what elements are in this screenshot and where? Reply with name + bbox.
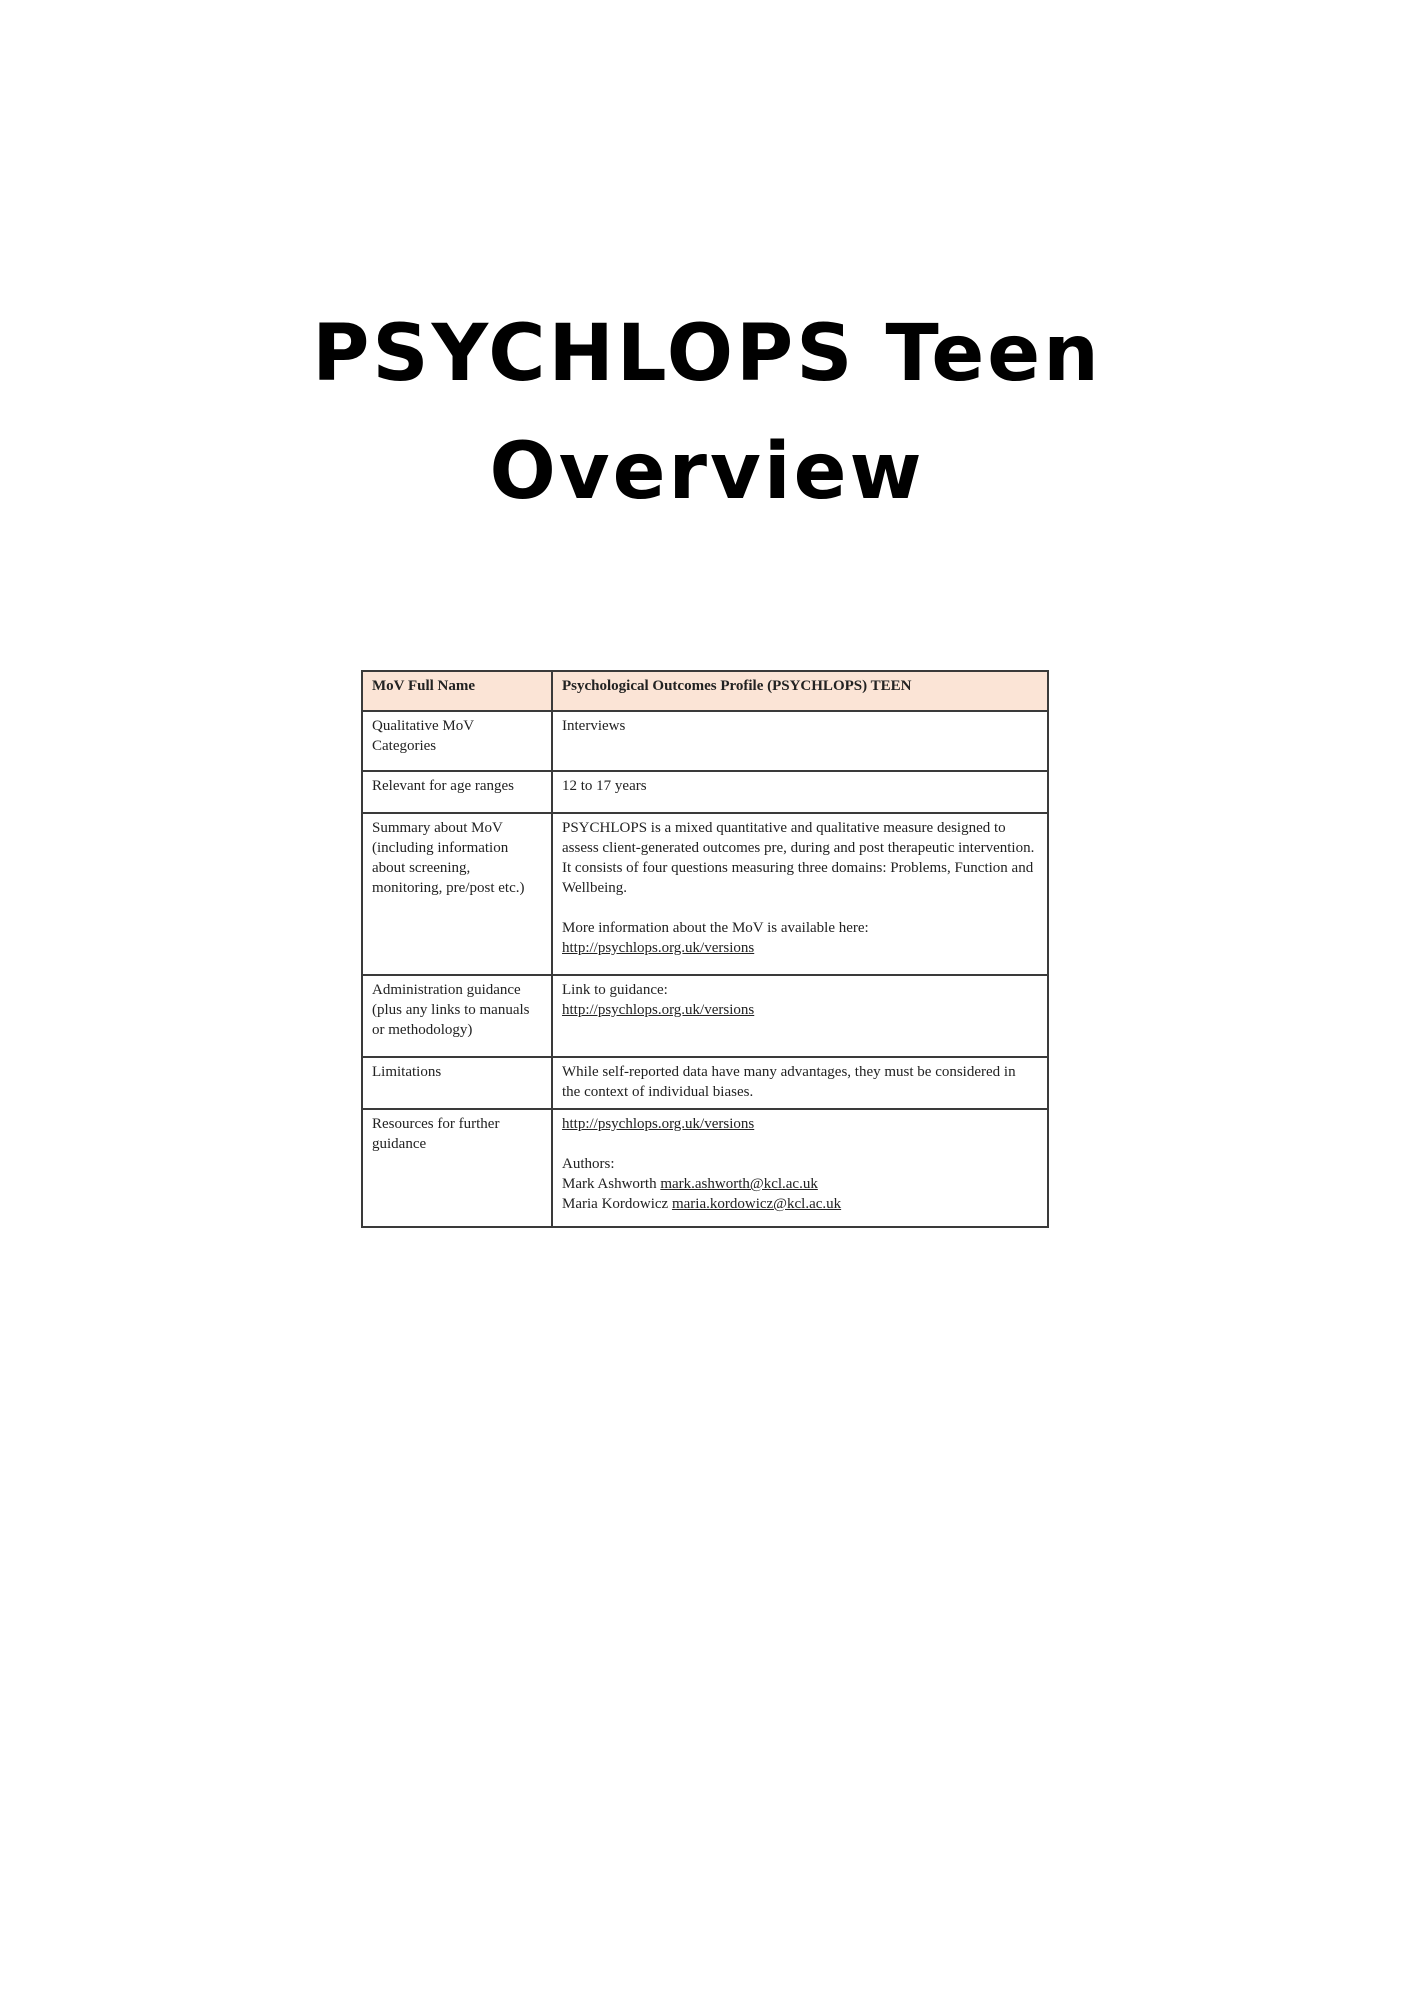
row-label: MoV Full Name	[362, 671, 552, 711]
author-entry	[562, 1174, 1037, 1194]
author-name: Mark Ashworth	[562, 1176, 657, 1192]
authors-label: Authors:	[562, 1156, 615, 1172]
row-value: While self-reported data have many advantages, they must be considered in the context of individual biases.	[552, 1057, 1048, 1109]
resources-link[interactable]: http://psychlops.org.uk/versions	[562, 1116, 755, 1132]
author-name: Maria Kordowicz	[562, 1196, 669, 1212]
more-info-text: More information about the MoV is available here:	[562, 920, 869, 936]
row-label: Resources for further guidance	[362, 1109, 552, 1227]
author-email-link[interactable]: maria.kordowicz@kcl.ac.uk	[671, 1196, 842, 1212]
table-row-limitations	[362, 1057, 1048, 1109]
row-label: Summary about MoV (including information about screening, monitoring, pre/post etc.)	[362, 813, 552, 975]
guidance-intro: Link to guidance:	[562, 982, 668, 998]
row-label: Limitations	[362, 1057, 552, 1109]
table-row-qualitative	[362, 711, 1048, 771]
page-title	[0, 295, 1414, 531]
row-value: Psychological Outcomes Profile (PSYCHLOPS) TEEN	[552, 671, 1048, 711]
table-row-full-name	[362, 671, 1048, 711]
table-row-resources	[362, 1109, 1048, 1227]
row-value	[552, 1109, 1048, 1227]
author-email-link[interactable]: mark.ashworth@kcl.ac.uk	[660, 1176, 818, 1192]
row-value: Interviews	[552, 711, 1048, 771]
row-label: Qualitative MoV Categories	[362, 711, 552, 771]
summary-text: PSYCHLOPS is a mixed quantitative and qualitative measure designed to assess client-generated outcomes pre, during and post therapeutic intervention. It consists of four questions measuring three domains: Problems, Function and Wellbeing.	[562, 820, 1035, 896]
row-label: Administration guidance (plus any links to manuals or methodology)	[362, 975, 552, 1057]
page-title-line-1: PSYCHLOPS Teen	[312, 309, 1102, 399]
row-label: Relevant for age ranges	[362, 771, 552, 813]
table-row-administration	[362, 975, 1048, 1057]
row-value	[552, 813, 1048, 975]
row-value	[552, 975, 1048, 1057]
table-row-age-range	[362, 771, 1048, 813]
summary-link[interactable]: http://psychlops.org.uk/versions	[562, 940, 755, 956]
mov-overview-table	[361, 670, 1049, 1228]
table-row-summary	[362, 813, 1048, 975]
author-entry	[562, 1194, 1037, 1214]
guidance-link[interactable]: http://psychlops.org.uk/versions	[562, 1002, 755, 1018]
row-value: 12 to 17 years	[552, 771, 1048, 813]
page-title-line-2: Overview	[489, 427, 925, 517]
